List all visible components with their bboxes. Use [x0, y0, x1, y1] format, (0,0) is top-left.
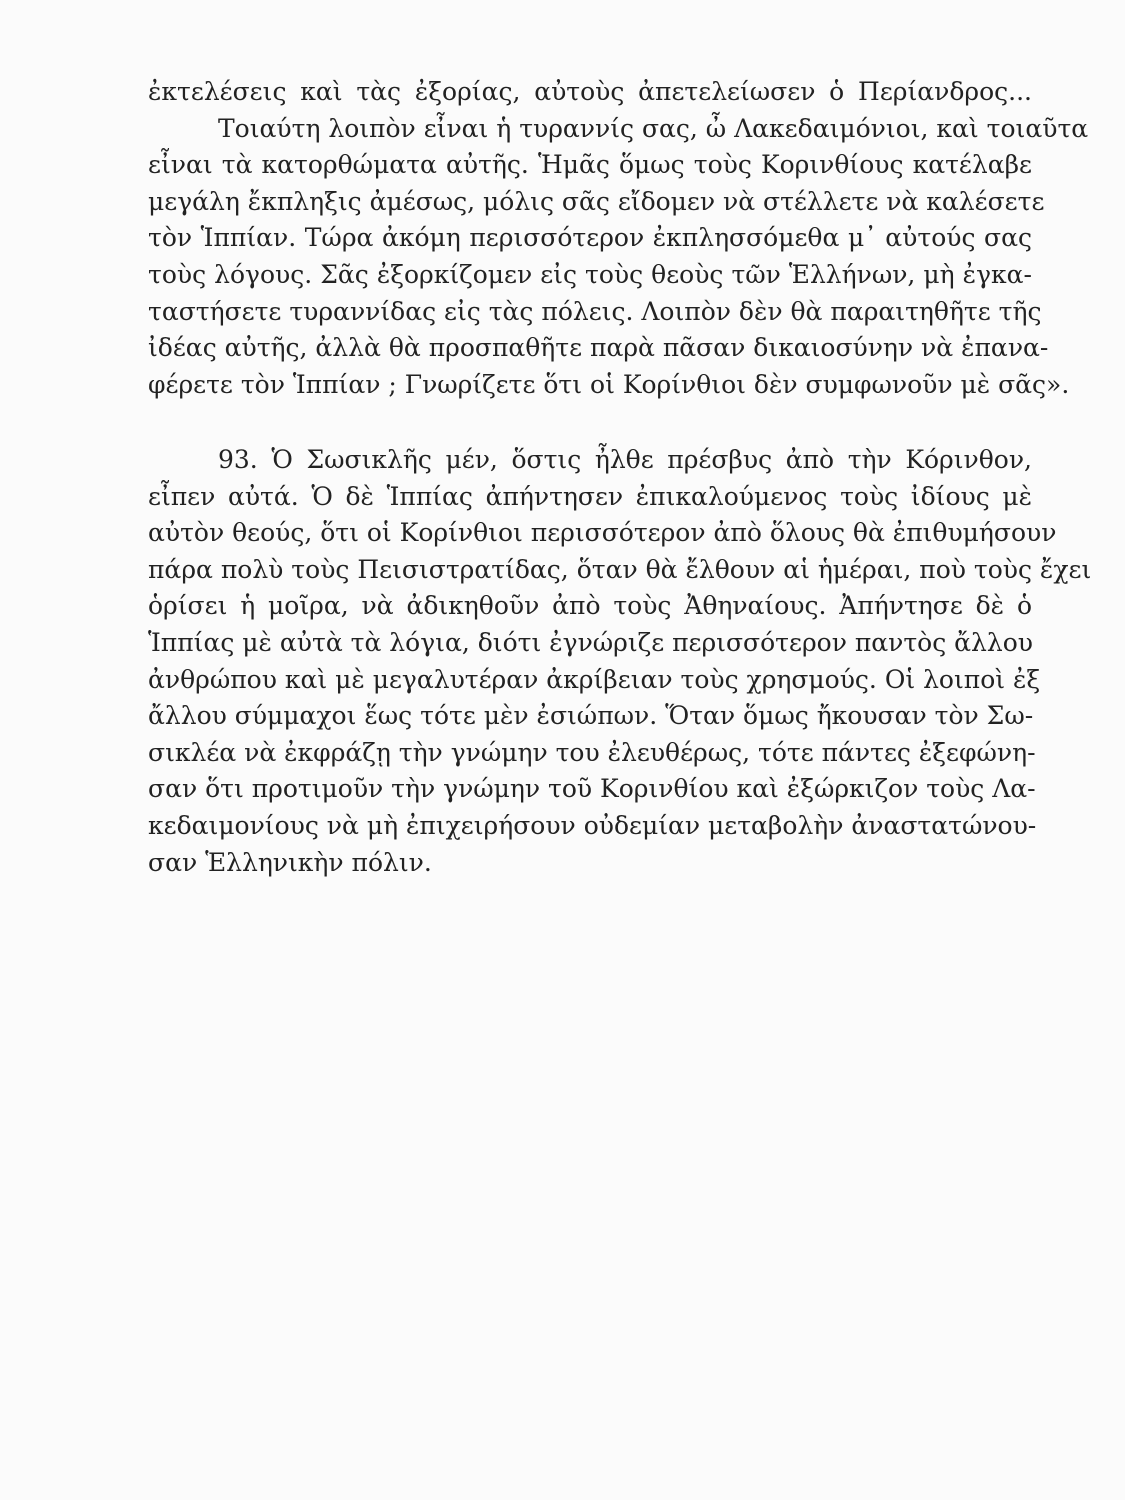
text-line: Τοιαύτη λοιπὸν εἶναι ἡ τυραννίς σας, ὦ Λακεδαιμόνιοι, καὶ τοιαῦτα: [218, 113, 1089, 143]
text-line: ἀνθρώπου καὶ μὲ μεγαλυτέραν ἀκρίβειαν τοὺς χρησμούς. Οἱ λοιποὶ ἐξ: [148, 664, 1041, 694]
text-line: εἶπεν αὐτά. Ὁ δὲ Ἱππίας ἀπήντησεν ἐπικαλούμενος τοὺς ἰδίους μὲ: [148, 481, 1032, 511]
text-line: 93. Ὁ Σωσικλῆς μέν, ὅστις ἦλθε πρέσβυς ἀπὸ τὴν Κόρινθον,: [218, 445, 1032, 474]
text-line: ταστήσετε τυραννίδας εἰς τὰς πόλεις. Λοιπὸν δὲν θὰ παραιτηθῆτε τῆς: [148, 296, 1042, 326]
text-line: τοὺς λόγους. Σᾶς ἐξορκίζομεν εἰς τοὺς θεοὺς τῶν Ἑλλήνων, μὴ ἐγκα-: [148, 259, 1032, 289]
text-line: σαν Ἑλληνικὴν πόλιν.: [148, 847, 432, 877]
text-line: πάρα πολὺ τοὺς Πεισιστρατίδας, ὅταν θὰ ἔλθουν αἱ ἡμέραι, ποὺ τοὺς ἔχει: [148, 554, 1092, 584]
paragraph-2-section-93: [148, 442, 1092, 881]
text-line: σαν ὅτι προτιμοῦν τὴν γνώμην τοῦ Κορινθίου καὶ ἐξώρκιζον τοὺς Λα-: [148, 774, 1036, 804]
text-line: ὁρίσει ἡ μοῖρα, νὰ ἀδικηθοῦν ἀπὸ τοὺς Ἀθηναίους. Ἀπήντησε δὲ ὁ: [148, 591, 1032, 621]
paragraph-1: [148, 74, 1089, 403]
text-line: εἶναι τὰ κατορθώματα αὐτῆς. Ἡμᾶς ὅμως τοὺς Κορινθίους κατέλαβε: [148, 150, 1032, 180]
text-line: φέρετε τὸν Ἱππίαν ; Γνωρίζετε ὅτι οἱ Κορίνθιοι δὲν συμφωνοῦν μὲ σᾶς».: [148, 369, 1070, 399]
text-line: Ἱππίας μὲ αὐτὰ τὰ λόγια, διότι ἐγνώριζε περισσότερον παντὸς ἄλλου: [148, 627, 1033, 657]
text-line: ἐκτελέσεις καὶ τὰς ἐξορίας, αὐτοὺς ἀπετελείωσεν ὁ Περίανδρος...: [148, 77, 1032, 106]
text-line: αὐτὸν θεούς, ὅτι οἱ Κορίνθιοι περισσότερον ἀπὸ ὅλους θὰ ἐπιθυμήσουν: [148, 518, 1057, 548]
text-line: ἄλλου σύμμαχοι ἕως τότε μὲν ἐσιώπων. Ὅταν ὅμως ἤκουσαν τὸν Σω-: [148, 701, 1034, 731]
text-line: μεγάλη ἔκπληξις ἀμέσως, μόλις σᾶς εἴδομεν νὰ στέλλετε νὰ καλέσετε: [148, 186, 1045, 216]
text-line: κεδαιμονίους νὰ μὴ ἐπιχειρήσουν οὐδεμίαν μεταβολὴν ἀναστατώνου-: [148, 810, 1037, 840]
text-line: ἰδέας αὐτῆς, ἀλλὰ θὰ προσπαθῆτε παρὰ πᾶσαν δικαιοσύνην νὰ ἐπανα-: [148, 333, 1049, 363]
text-line: σικλέα νὰ ἐκφράζῃ τὴν γνώμην του ἐλευθέρως, τότε πάντες ἐξεφώνη-: [148, 737, 1036, 767]
text-line: τὸν Ἱππίαν. Τώρα ἀκόμη περισσότερον ἐκπλησσόμεθα μ᾽ αὐτούς σας: [148, 223, 1032, 253]
